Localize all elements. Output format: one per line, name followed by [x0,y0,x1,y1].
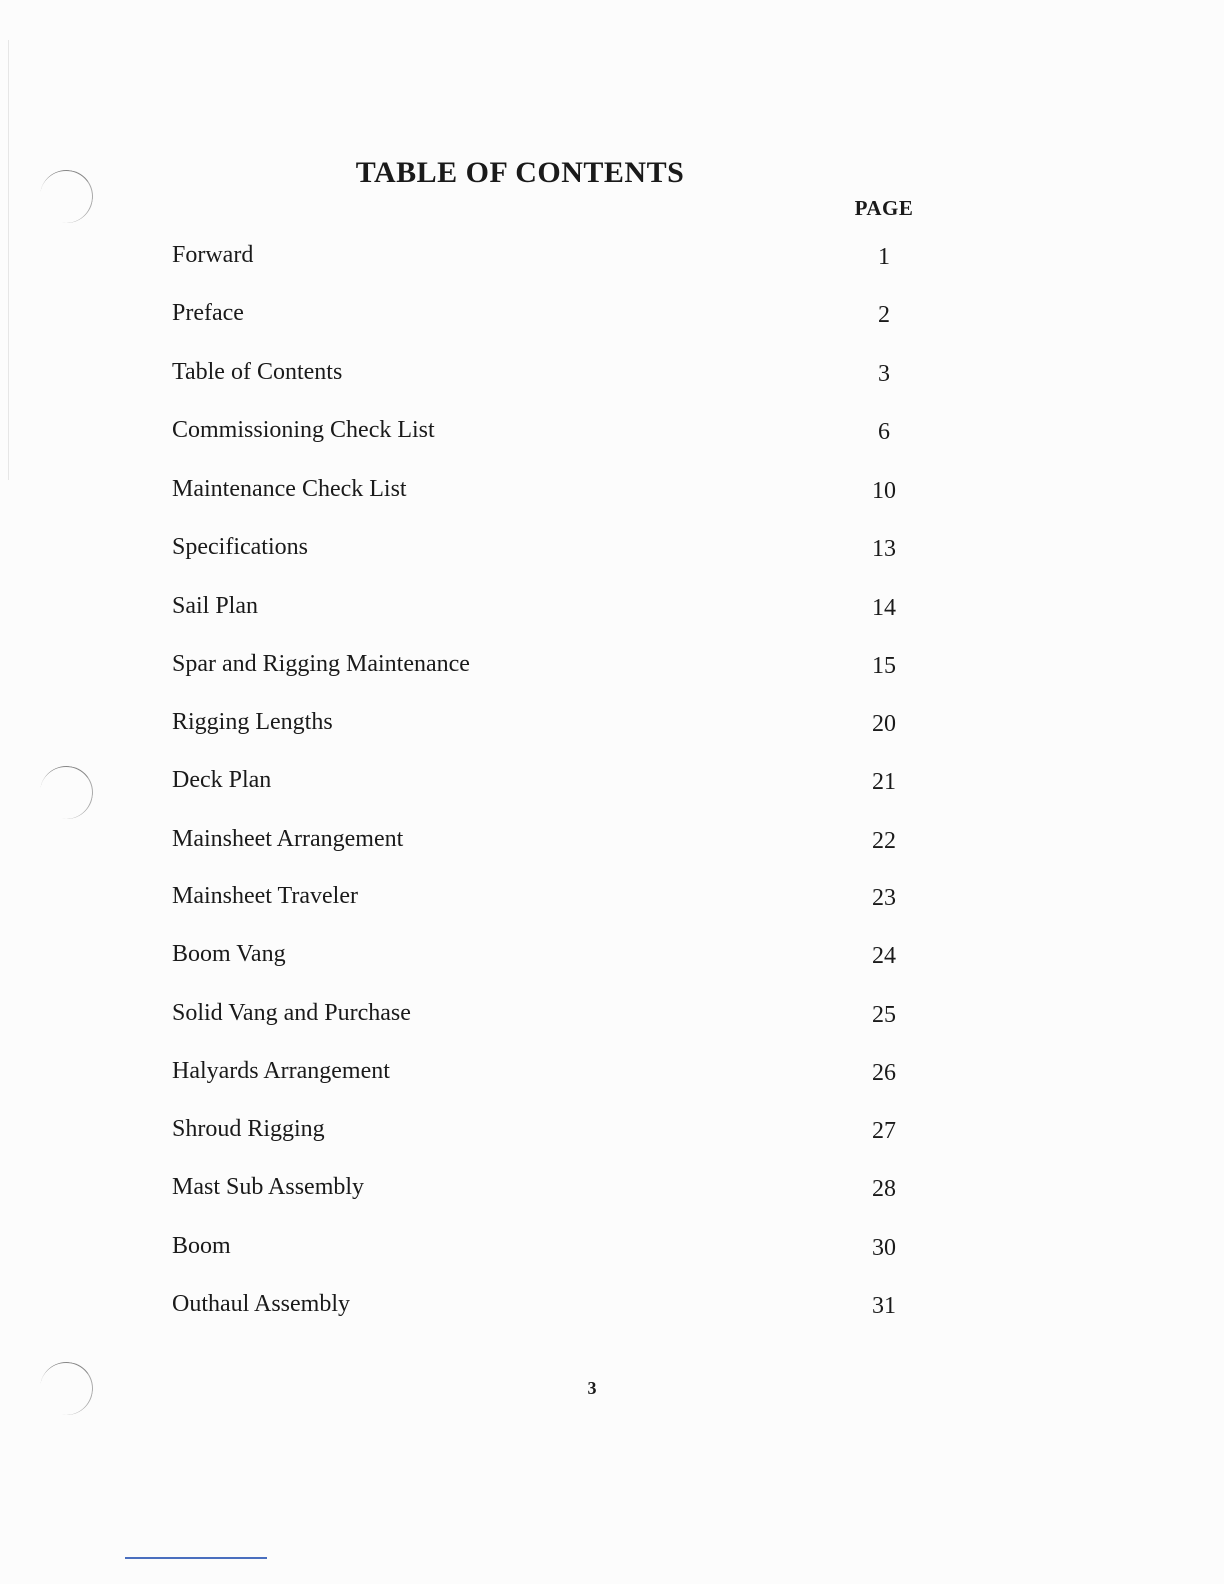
toc-entry-label: Solid Vang and Purchase [172,1000,411,1026]
toc-entry-label: Spar and Rigging Maintenance [172,651,470,677]
toc-entry-label: Mast Sub Assembly [172,1174,365,1200]
toc-entry-page: 30 [872,1235,896,1261]
toc-entry [0,1000,1224,1040]
toc-entry [0,941,1224,981]
toc-entry-page: 15 [872,653,896,679]
toc-entry [0,1058,1224,1098]
toc-entry-page: 1 [878,244,890,270]
toc-entry-label: Boom [172,1233,231,1259]
toc-entry [0,300,1224,340]
toc-entry-page: 25 [872,1002,896,1028]
toc-entry [0,242,1224,282]
toc-entry [0,359,1224,399]
toc-entry [0,534,1224,574]
toc-entry [0,826,1224,866]
toc-entry-label: Commissioning Check List [172,417,435,443]
toc-entry-page: 23 [872,885,896,911]
toc-entry [0,1233,1224,1273]
toc-entry-label: Specifications [172,534,308,560]
toc-entry-label: Maintenance Check List [172,476,407,502]
toc-entry-page: 14 [872,595,896,621]
toc-entry-page: 27 [872,1118,896,1144]
toc-entry [0,476,1224,516]
toc-entry-label: Mainsheet Arrangement [172,826,404,852]
toc-entry-page: 10 [872,478,896,504]
toc-entry-page: 2 [878,302,890,328]
toc-entry-page: 3 [878,361,890,387]
toc-entry-label: Halyards Arrangement [172,1058,390,1084]
toc-entry-page: 24 [872,943,896,969]
toc-entry-page: 6 [878,419,890,445]
toc-entry-label: Outhaul Assembly [172,1291,350,1317]
toc-entry [0,593,1224,633]
toc-entry-label: Deck Plan [172,767,272,793]
toc-entry [0,767,1224,807]
toc-entry-label: Table of Contents [172,359,343,385]
toc-entry-page: 22 [872,828,896,854]
toc-entry [0,1174,1224,1214]
toc-entry [0,417,1224,457]
scan-bottom-rule [125,1557,267,1559]
toc-entry-label: Preface [172,300,244,326]
toc-entry-label: Sail Plan [172,593,259,619]
binder-hole-mark [36,1358,97,1419]
toc-entry-label: Rigging Lengths [172,709,333,735]
toc-entry-page: 13 [872,536,896,562]
toc-entry-label: Mainsheet Traveler [172,883,358,909]
toc-entry-label: Shroud Rigging [172,1116,325,1142]
page-title: TABLE OF CONTENTS [355,156,685,189]
toc-entry-page: 31 [872,1293,896,1319]
toc-entry [0,1116,1224,1156]
toc-entry-page: 28 [872,1176,896,1202]
toc-entry [0,1291,1224,1331]
toc-entry [0,709,1224,749]
toc-entry-label: Boom Vang [172,941,286,967]
page-number: 3 [587,1378,597,1398]
page-column-header: PAGE [854,196,914,220]
toc-entry-page: 26 [872,1060,896,1086]
toc-entry [0,883,1224,923]
toc-entry-page: 21 [872,769,896,795]
toc-entry [0,651,1224,691]
toc-entry-label: Forward [172,242,254,268]
toc-entry-page: 20 [872,711,896,737]
